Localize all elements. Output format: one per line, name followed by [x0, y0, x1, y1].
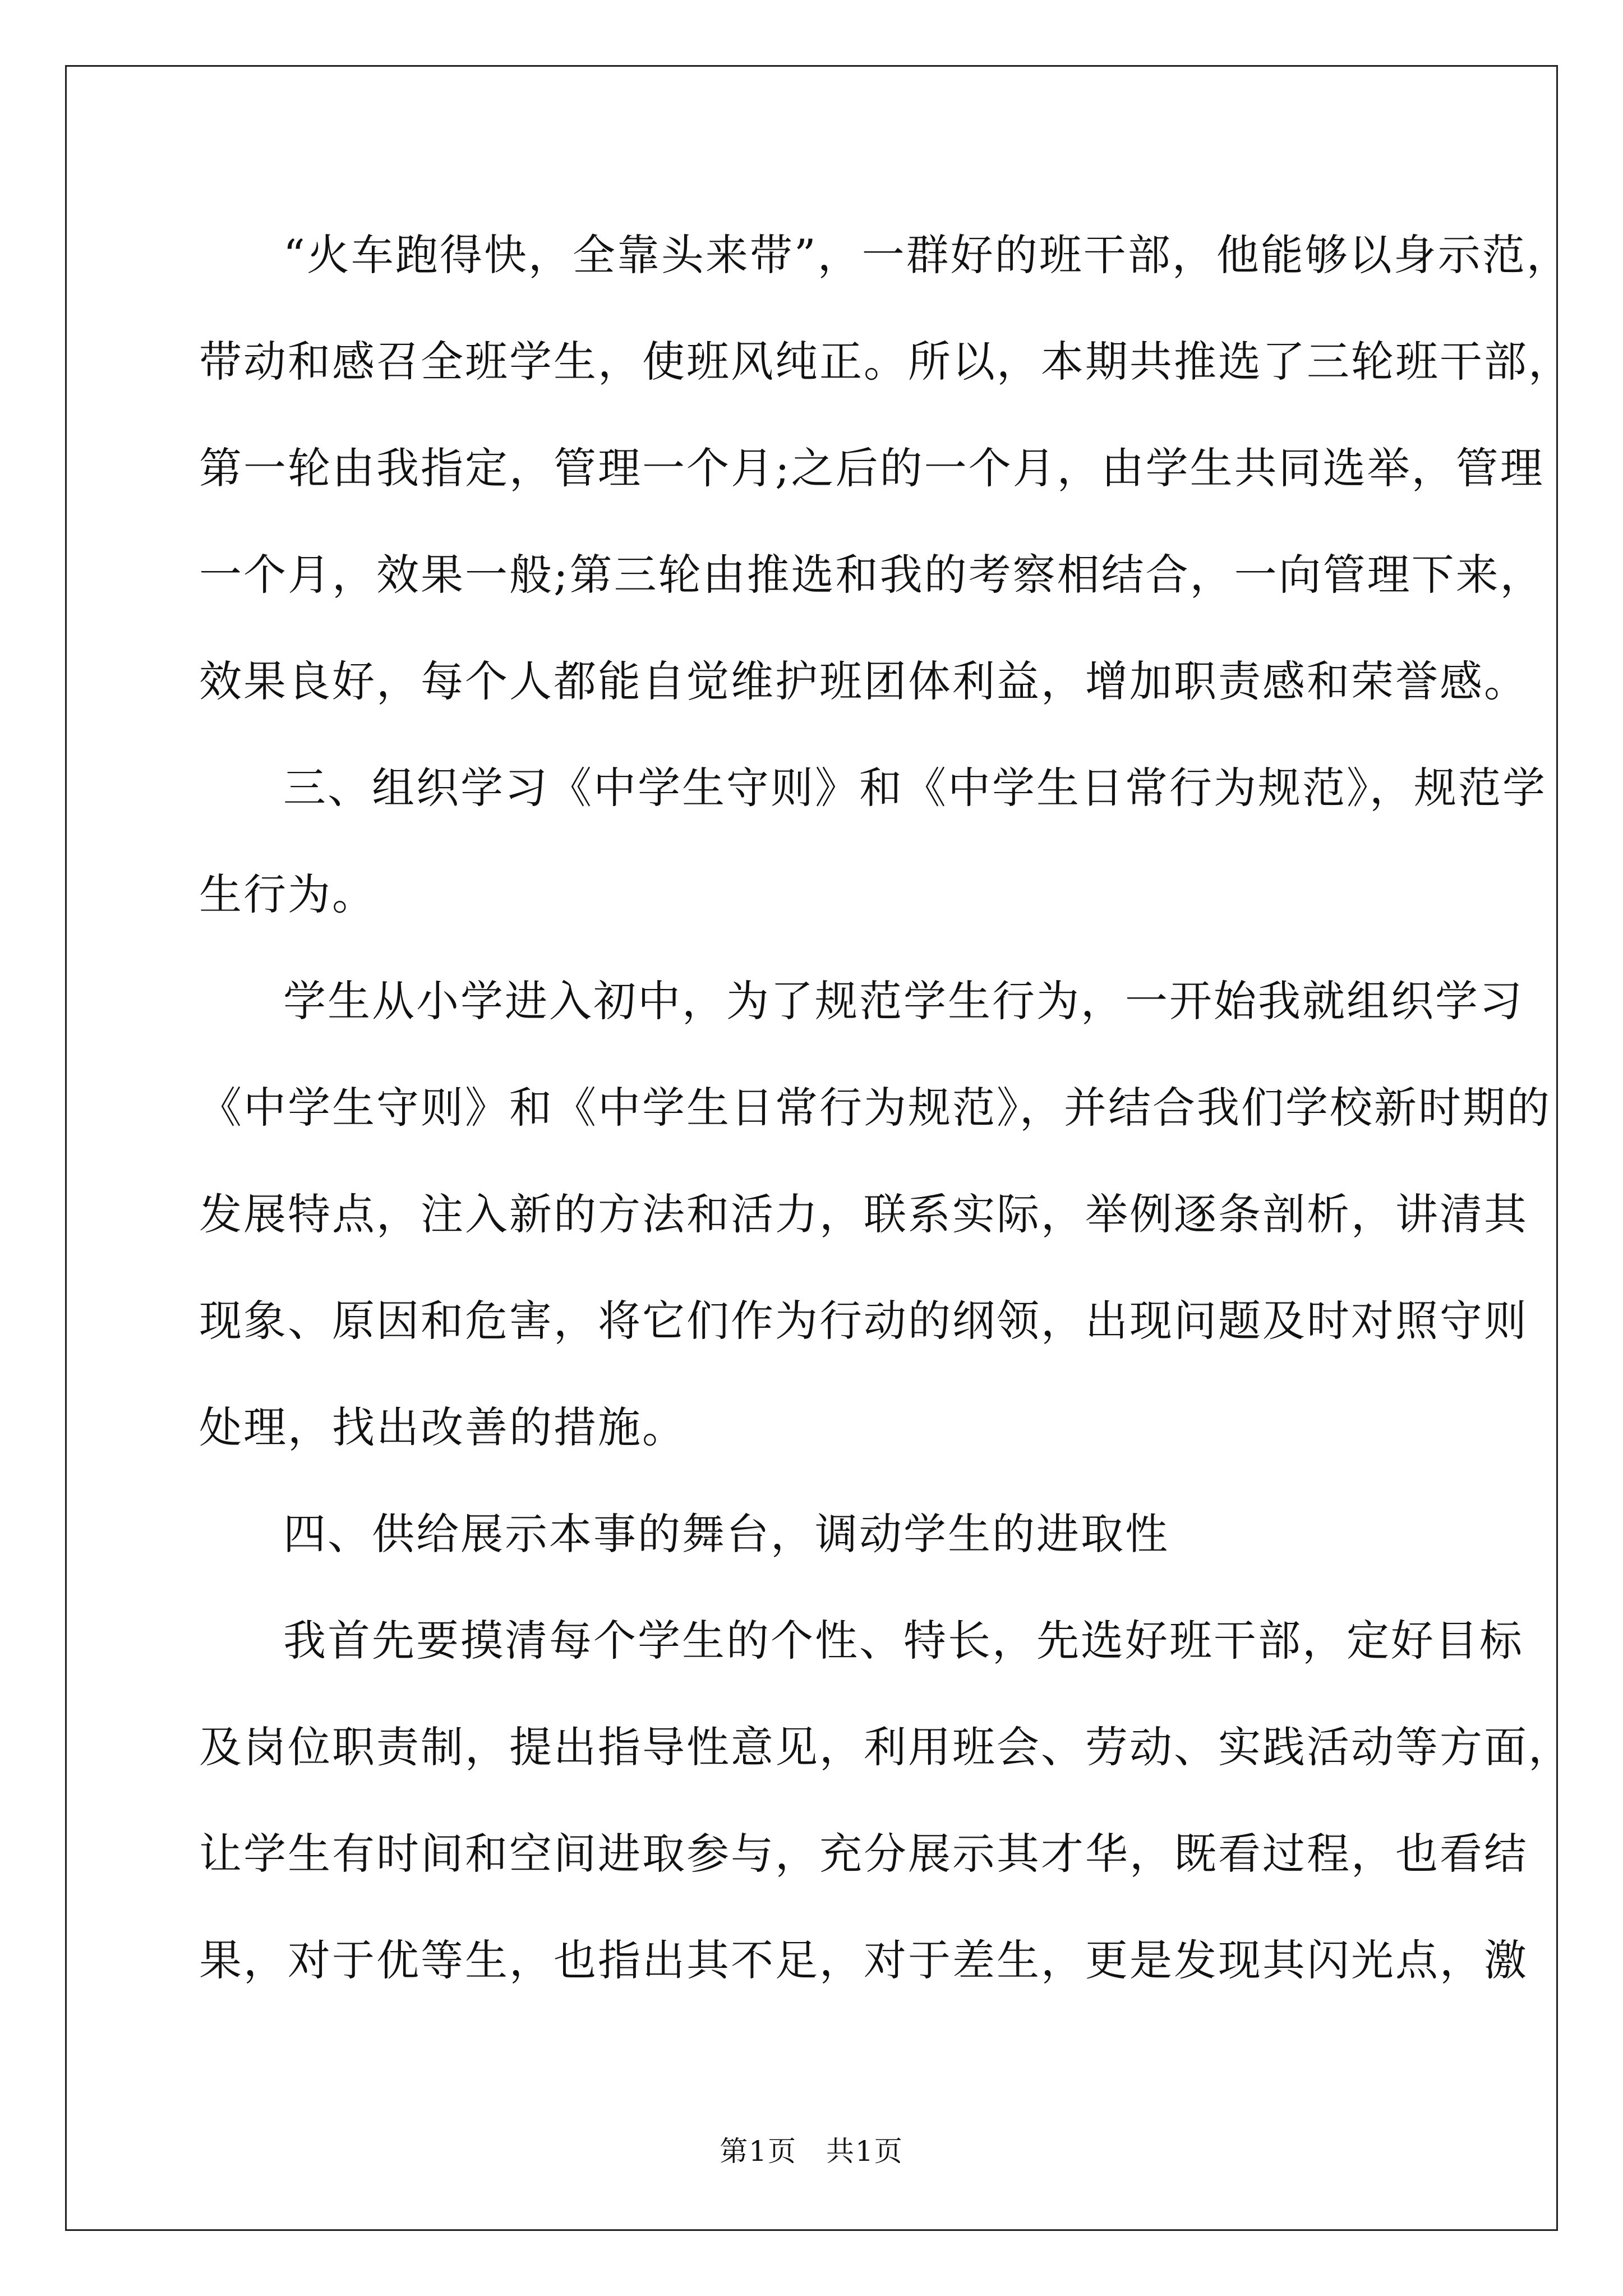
text-line: 生行为。 — [199, 869, 376, 919]
text-line: 一个月，效果一般;第三轮由推选和我的考察相结合，一向管理下来， — [199, 550, 1544, 600]
paragraph-5 — [199, 1588, 1573, 2014]
paragraph-3 — [199, 948, 1551, 1481]
text-line: 三、组织学习《中学生守则》和《中学生日常行为规范》，规范学 — [283, 763, 1547, 813]
paragraph-1 — [199, 202, 1573, 735]
text-line: 及岗位职责制，提出指导性意见，利用班会、劳动、实践活动等方面， — [199, 1722, 1573, 1772]
page-number-footer: 第1页 共1页 — [720, 2135, 903, 2168]
text-line: 《中学生守则》和《中学生日常行为规范》，并结合我们学校新时期的 — [199, 1083, 1551, 1133]
text-line: 我首先要摸清每个学生的个性、特长，先选好班干部，定好目标 — [283, 1616, 1524, 1665]
text-line: 处理，找出改善的措施。 — [199, 1402, 686, 1452]
text-line: 四、供给展示本事的舞台，调动学生的进取性 — [283, 1509, 1169, 1559]
text-line: 发展特点，注入新的方法和活力，联系实际，举例逐条剖析，讲清其 — [199, 1189, 1528, 1239]
document-body — [199, 202, 1573, 2014]
section-heading-3 — [199, 735, 1547, 948]
text-line: 果，对于优等生，也指出其不足，对于差生，更是发现其闪光点，激 — [199, 1935, 1528, 1985]
text-line: 带动和感召全班学生，使班风纯正。所以，本期共推选了三轮班干部， — [199, 337, 1573, 386]
text-line: 学生从小学进入初中，为了规范学生行为，一开始我就组织学习 — [283, 976, 1524, 1026]
section-heading-4 — [199, 1481, 1433, 1588]
text-line: 第一轮由我指定，管理一个月;之后的一个月，由学生共同选举，管理 — [199, 443, 1544, 493]
text-line: “火车跑得快，全靠头来带”，一群好的班干部，他能够以身示范， — [283, 230, 1571, 280]
text-line: 效果良好，每个人都能自觉维护班团体利益，增加职责感和荣誉感。 — [199, 656, 1528, 706]
text-line: 让学生有时间和空间进取参与，充分展示其才华，既看过程，也看结 — [199, 1829, 1528, 1879]
text-line: 现象、原因和危害，将它们作为行动的纲领，出现问题及时对照守则 — [199, 1296, 1528, 1346]
